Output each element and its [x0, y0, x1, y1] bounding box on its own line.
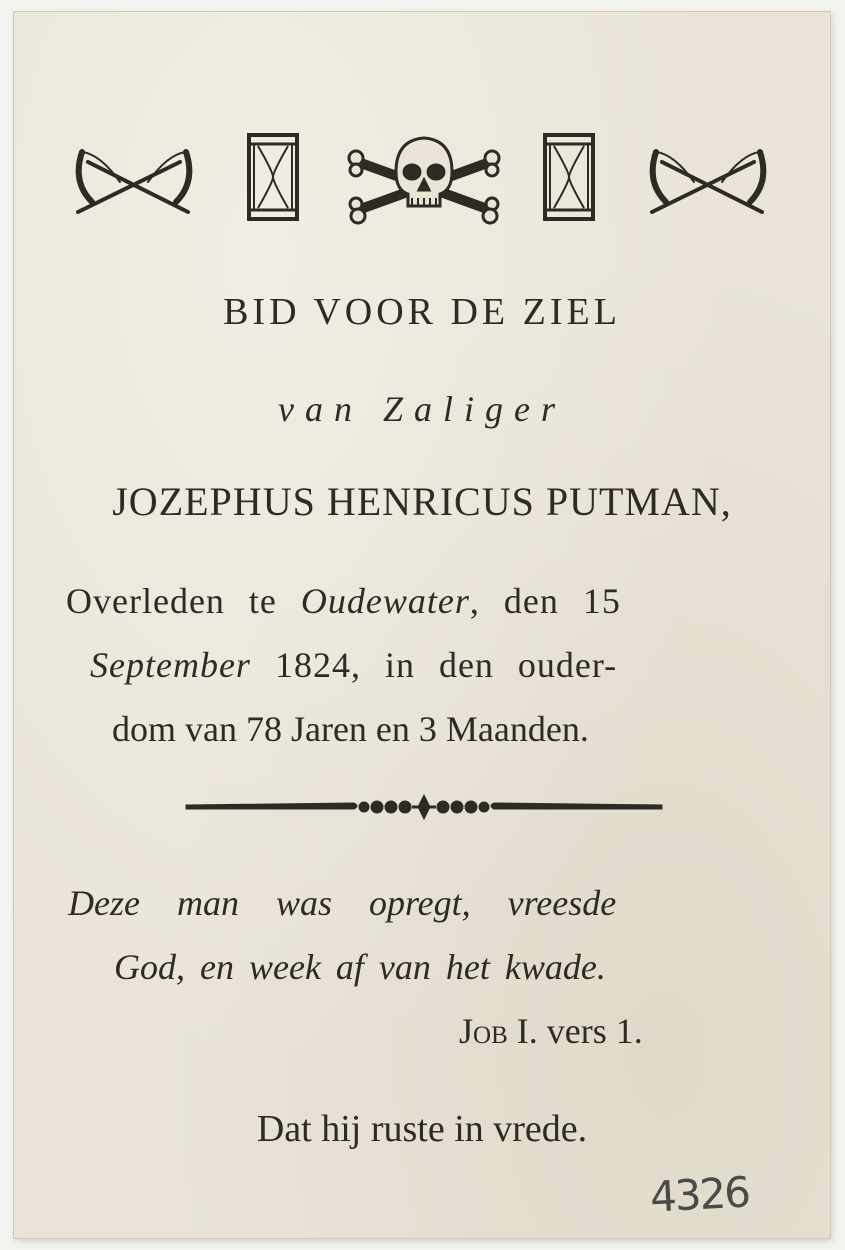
hourglass-icon	[246, 132, 300, 222]
card-heading: BID VOOR DE ZIEL	[223, 291, 621, 333]
verse-line-2: God, en week af van het kwade.	[114, 947, 606, 987]
death-line-2-post: 1824, in den ouder-	[250, 645, 618, 685]
death-line-2	[90, 644, 617, 686]
death-line-1-post: , den 15	[469, 581, 621, 621]
death-line-3: dom van 78 Jaren en 3 Maanden.	[112, 709, 589, 749]
crossed-scythes-icon	[644, 132, 772, 222]
death-line-1	[66, 580, 621, 622]
ornamental-divider	[184, 792, 664, 822]
ornament-row	[14, 132, 830, 232]
card-subheading: van Zaliger	[278, 389, 566, 429]
skull-crossbones-icon	[344, 132, 504, 227]
death-line-1-pre: Overleden te	[66, 581, 301, 621]
verse-reference-book: Job	[459, 1011, 508, 1051]
death-place: Oudewater	[300, 581, 470, 621]
verse-line-1: Deze man was opregt, vreesde	[68, 883, 617, 923]
hourglass-icon	[542, 132, 596, 222]
closing-line: Dat hij ruste in vrede.	[256, 1108, 588, 1150]
crossed-scythes-icon	[70, 132, 198, 222]
death-month: September	[90, 645, 251, 685]
deceased-name: JOZEPHUS HENRICUS PUTMAN,	[112, 479, 732, 524]
verse-reference	[459, 1010, 643, 1052]
inventory-number: 4326	[648, 1167, 751, 1222]
memorial-card	[14, 12, 830, 1238]
verse-reference-rest: I. vers 1.	[507, 1011, 643, 1051]
